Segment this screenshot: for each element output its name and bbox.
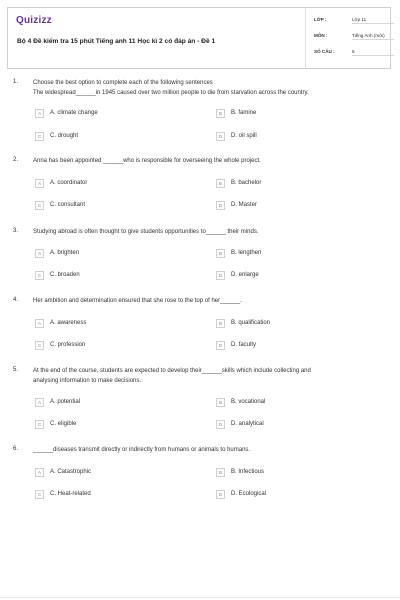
option-letter-box: D	[216, 271, 225, 280]
option-text: B. Infectious	[231, 469, 265, 475]
question-line: analysing information to make decisions.	[33, 377, 142, 384]
option-letter-box: D	[216, 341, 225, 350]
option-text: C. eligible	[50, 421, 77, 427]
worksheet-title: Bộ 4 Đề kiểm tra 15 phút Tiếng anh 11 Học kì 2 có đáp án - Đề 1	[17, 38, 216, 45]
option-text: B. qualification	[231, 320, 271, 326]
option-text: D. analytical	[231, 421, 264, 427]
option-text: A. climate change	[50, 110, 98, 116]
option-letter-box: B	[216, 398, 225, 407]
option-letter-box: C	[35, 341, 44, 350]
option-letter-box: B	[216, 468, 225, 477]
question-text	[33, 157, 363, 167]
option-letter-box: B	[216, 109, 225, 118]
question-text	[33, 446, 363, 456]
option-letter-box: D	[216, 132, 225, 141]
option-text: A. coordinator	[50, 180, 88, 186]
question-text	[33, 367, 363, 386]
option-text: A. awareness	[50, 320, 87, 326]
question-number: 5.	[13, 367, 19, 373]
meta-class-value: Lớp 11	[352, 17, 394, 24]
option-letter-box: C	[35, 490, 44, 499]
option-letter-box: C	[35, 420, 44, 429]
option-text: C. Heat-related	[50, 491, 91, 497]
option-text: B. vocational	[231, 399, 266, 405]
meta-subject-value: Tiếng Anh (mới)	[352, 33, 394, 40]
option-text: C. profession	[50, 342, 86, 348]
question-line: Choose the best option to complete each of the following sentences	[33, 80, 213, 86]
option-text: A. Catastrophic	[50, 469, 92, 475]
question-number: 1.	[13, 79, 19, 85]
option-letter-box: A	[35, 319, 44, 328]
question-line: Studying abroad is often thought to give students opportunities to______ their minds.	[33, 229, 259, 235]
question-number: 4.	[13, 297, 19, 303]
question-number: 2.	[13, 157, 19, 163]
option-text: A. brighten	[50, 250, 80, 256]
option-text: D. oil spill	[231, 133, 257, 139]
question-text	[33, 228, 363, 238]
option-letter-box: A	[35, 398, 44, 407]
meta-count-label: SỐ CÂU :	[314, 49, 335, 54]
option-text: C. drought	[50, 133, 79, 139]
worksheet-meta	[305, 8, 392, 68]
option-text: B. lengthen	[231, 250, 262, 256]
meta-subject-label: MÔN :	[314, 33, 328, 38]
meta-count-value: 6	[352, 49, 394, 56]
option-text: A. potential	[50, 399, 81, 405]
option-letter-box: D	[216, 201, 225, 210]
question-text	[33, 79, 363, 98]
option-letter-box: B	[216, 179, 225, 188]
option-letter-box: A	[35, 249, 44, 258]
option-letter-box: C	[35, 132, 44, 141]
option-text: C. consultant	[50, 202, 86, 208]
option-letter-box: D	[216, 490, 225, 499]
option-text: C. broaden	[50, 272, 80, 278]
option-text: D. Ecological	[231, 491, 267, 497]
option-text: B. famine	[231, 110, 257, 116]
question-line: Her ambition and determination ensured that she rose to the top of her______.	[33, 298, 242, 304]
question-line: At the end of the course, students are expected to develop their______skills which include collecting and	[33, 368, 311, 374]
question-line: Anna has been appointed ______who is responsible for overseeing the whole project.	[33, 158, 261, 164]
option-letter-box: B	[216, 249, 225, 258]
option-text: D. enlarge	[231, 272, 259, 278]
question-line: ______diseases transmit directly or indirectly from humans or animals to humans.	[33, 447, 251, 453]
meta-class-label: LỚP :	[314, 17, 327, 22]
option-text: D. faculty	[231, 342, 257, 348]
question-text	[33, 297, 363, 307]
option-letter-box: B	[216, 319, 225, 328]
option-letter-box: A	[35, 179, 44, 188]
option-letter-box: D	[216, 420, 225, 429]
page-bottom-divider	[0, 597, 400, 598]
option-text: D. Master	[231, 202, 258, 208]
question-number: 3.	[13, 228, 19, 234]
question-line: The widespread______in 1945 caused over two million people to die from starvation across the country.	[33, 89, 309, 96]
option-letter-box: C	[35, 271, 44, 280]
option-letter-box: A	[35, 468, 44, 477]
option-letter-box: C	[35, 201, 44, 210]
option-text: B. bachelor	[231, 180, 262, 186]
worksheet-header	[7, 7, 391, 69]
question-number: 6.	[13, 446, 19, 452]
quizizz-logo: Quizizz	[16, 15, 52, 26]
option-letter-box: A	[35, 109, 44, 118]
